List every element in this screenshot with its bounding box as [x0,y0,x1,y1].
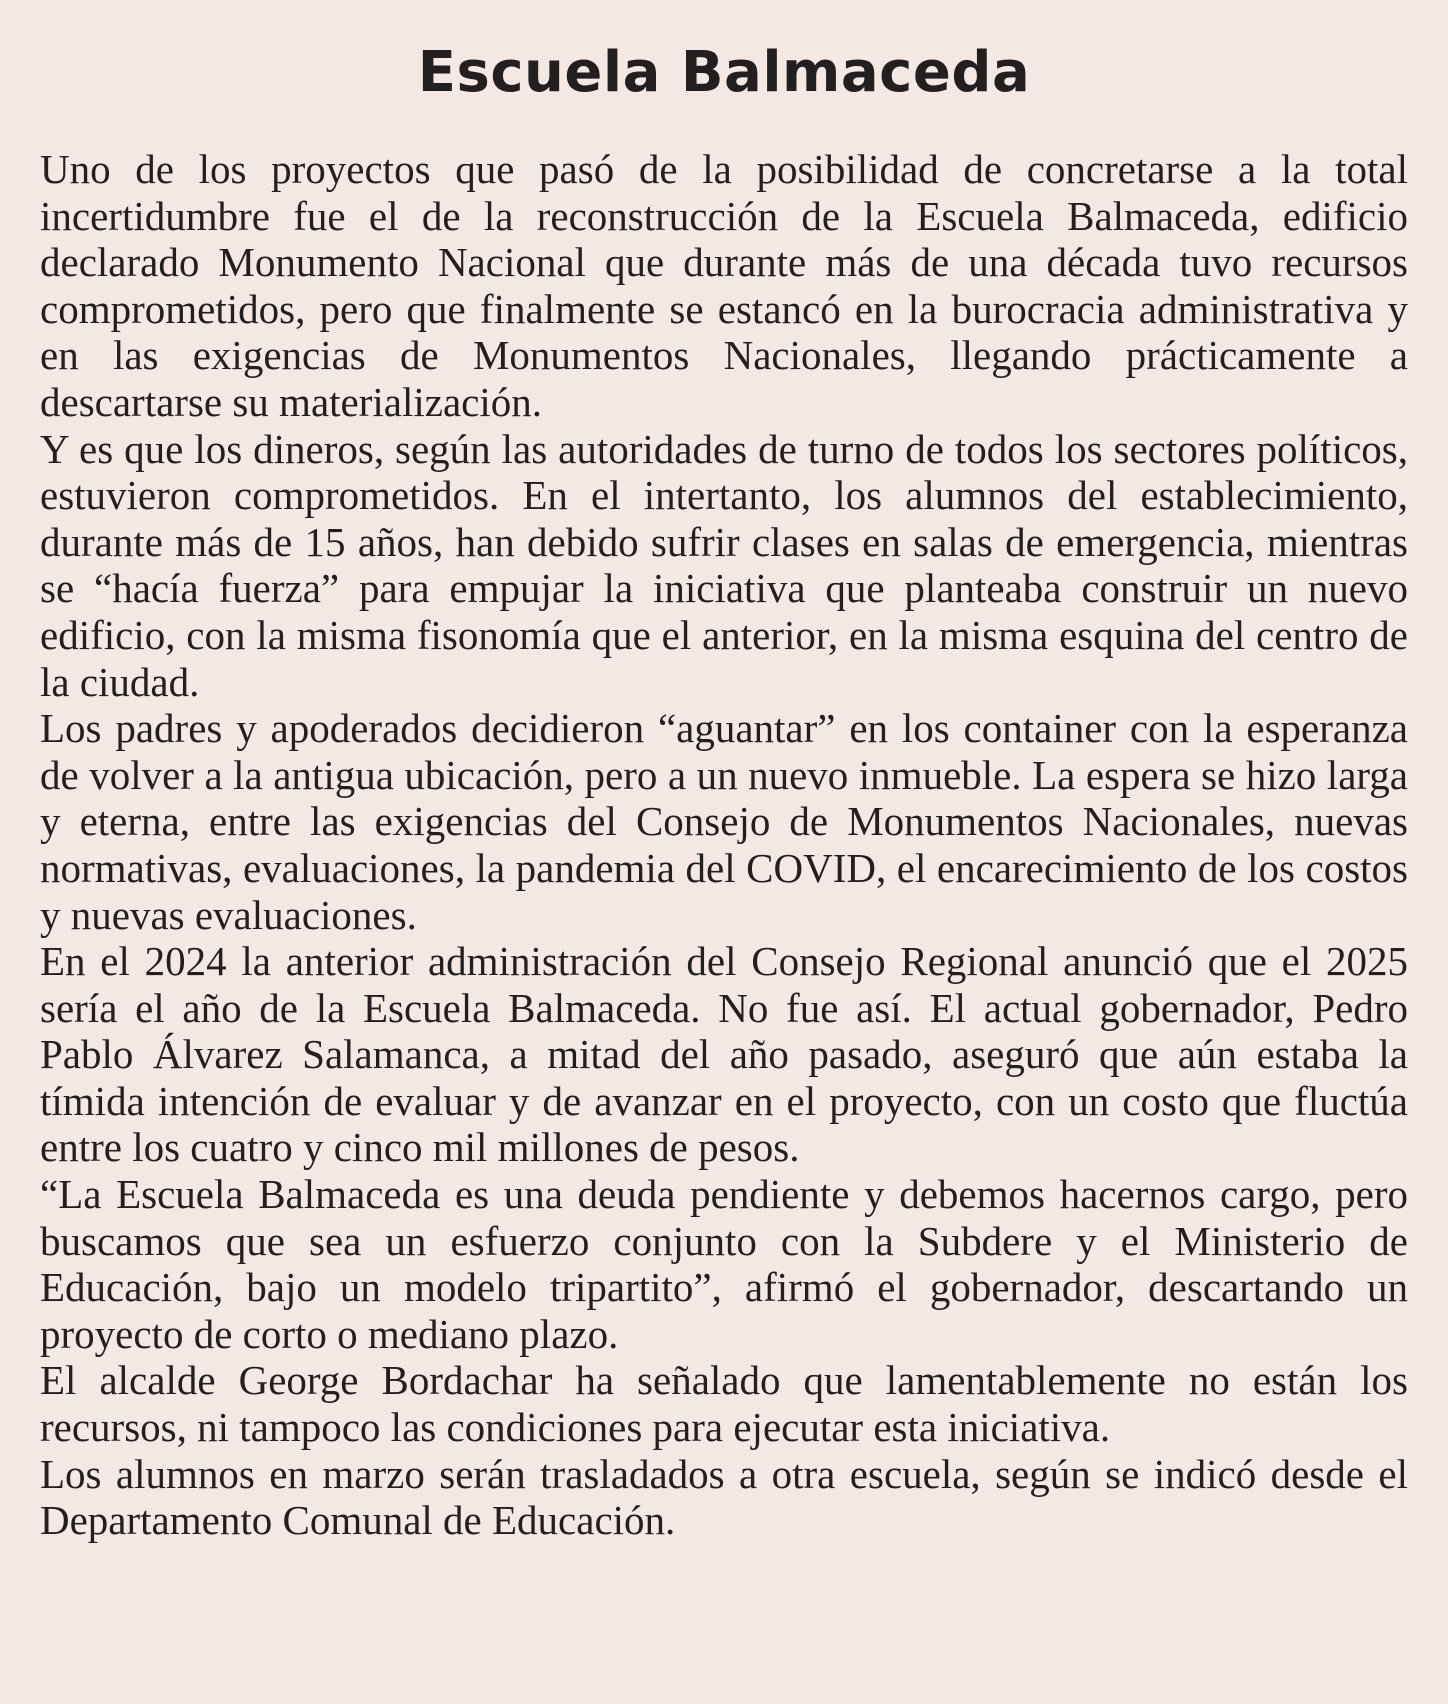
article-title: Escuela Balmaceda [417,40,1031,105]
article-paragraph-5: “La Escuela Balmaceda es una deuda pendiente y debemos hacernos cargo, pero buscamos que sea un esfuerzo conjunto con la Subdere y el Ministerio de Educación, bajo un modelo tripartito”, afirmó el gobernador, descartando un proyecto de corto o mediano plazo. [40,1171,1408,1357]
article-paragraph-7: Los alumnos en marzo serán trasladados a otra escuela, según se indicó desde el Departamento Comunal de Educación. [40,1450,1408,1544]
article-paragraph-3: Los padres y apoderados decidieron “aguantar” en los container con la esperanza de volver a la antigua ubicación, pero a un nuevo inmueble. La espera se hizo larga y eterna, entre las exigencias del Consejo de Monumentos Nacionales, nuevas normativas, evaluaciones, la pandemia del COVID, el encarecimiento de los costos y nuevas evaluaciones. [40,705,1408,938]
article-paragraph-6: El alcalde George Bordachar ha señalado que lamentablemente no están los recursos, ni tampoco las condiciones para ejecutar esta iniciativa. [40,1357,1408,1451]
article-paragraph-2: Y es que los dineros, según las autoridades de turno de todos los sectores políticos, estuvieron comprometidos. En el intertanto, los alumnos del establecimiento, durante más de 15 años, han debido sufrir clases en salas de emergencia, mientras se “hacía fuerza” para empujar la iniciativa que planteaba construir un nuevo edificio, con la misma fisonomía que el anterior, en la misma esquina del centro de la ciudad. [40,425,1408,705]
article-paragraph-1: Uno de los proyectos que pasó de la posibilidad de concretarse a la total incertidumbre fue el de la reconstrucción de la Escuela Balmaceda, edificio declarado Monumento Nacional que durante más de una década tuvo recursos comprometidos, pero que finalmente se estancó en la burocracia administrativa y en las exigencias de Monumentos Nacionales, llegando prácticamente a descartarse su materialización. [40,146,1408,425]
article-paragraph-4: En el 2024 la anterior administración del Consejo Regional anunció que el 2025 sería el año de la Escuela Balmaceda. No fue así. El actual gobernador, Pedro Pablo Álvarez Salamanca, a mitad del año pasado, aseguró que aún estaba la tímida intención de evaluar y de avanzar en el proyecto, con un costo que fluctúa entre los cuatro y cinco mil millones de pesos. [40,938,1408,1171]
